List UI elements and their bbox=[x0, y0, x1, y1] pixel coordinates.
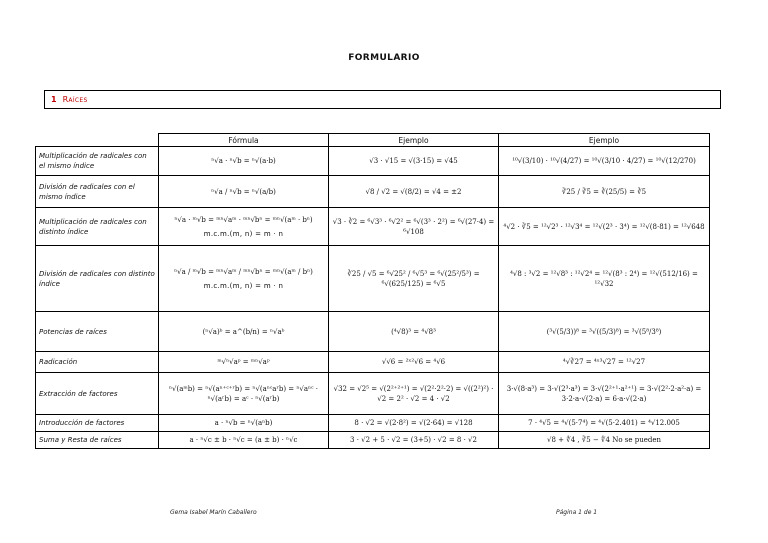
formula-cell: ⁿ√a / ⁿ√b = ⁿ√(a/b) bbox=[159, 176, 329, 208]
formula-table bbox=[35, 133, 710, 449]
header-ejemplo-2: Ejemplo bbox=[499, 134, 710, 147]
formula-cell: a · ⁿ√c ± b · ⁿ√c = (a ± b) · ⁿ√c bbox=[159, 432, 329, 449]
example-cell: ⁴√8 : ³√2 = ¹²√8³ : ¹²√2⁴ = ¹²√(8³ : 2⁴) = ¹²√(512/16) = ¹²√32 bbox=[499, 246, 710, 312]
example-cell: (⁴√8)³ = ⁴√8³ bbox=[329, 312, 499, 352]
table-row bbox=[36, 312, 710, 352]
table-row bbox=[36, 432, 710, 449]
table-row bbox=[36, 352, 710, 373]
formula-cell: ᵐ√ⁿ√aᵖ = ᵐⁿ√aᵖ bbox=[159, 352, 329, 373]
formula-cell bbox=[159, 246, 329, 312]
header-blank bbox=[36, 134, 159, 147]
example-cell: √8 / √2 = √(8/2) = √4 = ±2 bbox=[329, 176, 499, 208]
row-label: División de radicales con distinto índice bbox=[36, 246, 159, 312]
formula-text: ⁿ√a / ᵐ√b = ᵐⁿ√aᵐ / ᵐⁿ√bⁿ = ᵐⁿ√(aᵐ / bⁿ) bbox=[174, 267, 313, 276]
row-label: Suma y Resta de raíces bbox=[36, 432, 159, 449]
example-cell: (³√(5/3))⁸ = ³√((5/3)⁸) = ³√(5⁸/3⁸) bbox=[499, 312, 710, 352]
header-ejemplo-1: Ejemplo bbox=[329, 134, 499, 147]
table-row bbox=[36, 373, 710, 415]
formula-cell: ⁿ√a · ⁿ√b = ⁿ√(a·b) bbox=[159, 147, 329, 176]
table-row bbox=[36, 176, 710, 208]
formula-note: m.c.m.(m, n) = m · n bbox=[203, 229, 284, 238]
formula-note: m.c.m.(m, n) = m · n bbox=[203, 281, 284, 290]
section-header bbox=[44, 90, 721, 109]
row-label: Extracción de factores bbox=[36, 373, 159, 415]
example-cell: ∛25 / √5 = ⁶√25² / ⁶√5³ = ⁶√(25²/5³) = ⁶√(625/125) = ⁶√5 bbox=[329, 246, 499, 312]
section-number: 1 bbox=[51, 95, 57, 104]
formula-cell: ⁿ√(aᵐb) = ⁿ√(aⁿ⁺ᶜ⁺ʳb) = ⁿ√(aⁿᶜaʳb) = ⁿ√aⁿᶜ · ⁿ√(aʳb) = aᶜ · ⁿ√(aʳb) bbox=[159, 373, 329, 415]
row-label: Multiplicación de radicales con distinto índice bbox=[36, 208, 159, 246]
row-label: División de radicales con el mismo índice bbox=[36, 176, 159, 208]
example-cell: ∛25 / ∛5 = ∛(25/5) = ∛5 bbox=[499, 176, 710, 208]
example-cell: √32 = √2⁵ = √(2²⁺²⁺¹) = √(2²·2²·2) = √((2²)²) · √2 = 2² · √2 = 4 · √2 bbox=[329, 373, 499, 415]
example-cell: √3 · √15 = √(3·15) = √45 bbox=[329, 147, 499, 176]
table-header-row bbox=[36, 134, 710, 147]
formula-text: ⁿ√a · ᵐ√b = ᵐⁿ√aᵐ · ᵐⁿ√bⁿ = ᵐⁿ√(aᵐ · bⁿ) bbox=[174, 215, 313, 224]
example-cell: ⁴√2 · ∛5 = ¹²√2³ · ¹²√3⁴ = ¹²√(2³ · 3⁴) = ¹²√(8·81) = ¹²√648 bbox=[499, 208, 710, 246]
footer-author: Gema Isabel Marín Caballero bbox=[170, 509, 257, 516]
document-title: FORMULARIO bbox=[348, 53, 420, 63]
row-label: Multiplicación de radicales con el mismo índice bbox=[36, 147, 159, 176]
example-cell: 3·√(8·a³) = 3·√(2³·a³) = 3·√(2²⁺¹·a²⁺¹) = 3·√(2²·2·a²·a) = 3·2·a·√(2·a) = 6·a·√(2·a) bbox=[499, 373, 710, 415]
formula-cell bbox=[159, 208, 329, 246]
table-row bbox=[36, 246, 710, 312]
example-cell: ¹⁰√(3/10) · ¹⁰√(4/27) = ¹⁰√(3/10 · 4/27) = ¹⁰√(12/270) bbox=[499, 147, 710, 176]
formula-cell: (ⁿ√a)ᵇ = a^(b/n) = ⁿ√aᵇ bbox=[159, 312, 329, 352]
example-cell: ⁴√∛27 = ⁴ˣ³√27 = ¹²√27 bbox=[499, 352, 710, 373]
table-row bbox=[36, 208, 710, 246]
example-cell: √√6 = ²ˣ²√6 = ⁴√6 bbox=[329, 352, 499, 373]
example-cell: 7 · ⁴√5 = ⁴√(5·7⁴) = ⁴√(5·2.401) = ⁴√12.005 bbox=[499, 415, 710, 432]
formula-cell: a · ⁿ√b = ⁿ√(aⁿb) bbox=[159, 415, 329, 432]
header-formula: Fórmula bbox=[159, 134, 329, 147]
table-row bbox=[36, 147, 710, 176]
example-cell: √8 + ∜4 , ∛5 − ∜4 No se pueden bbox=[499, 432, 710, 449]
example-cell: 3 · √2 + 5 · √2 = (3+5) · √2 = 8 · √2 bbox=[329, 432, 499, 449]
example-cell: 8 · √2 = √(2·8²) = √(2·64) = √128 bbox=[329, 415, 499, 432]
section-name: Raíces bbox=[62, 95, 88, 104]
example-cell: √3 · ∛2 = ⁶√3³ · ⁶√2² = ⁶√(3³ · 2²) = ⁶√(27·4) = ⁶√108 bbox=[329, 208, 499, 246]
row-label: Radicación bbox=[36, 352, 159, 373]
row-label: Introducción de factores bbox=[36, 415, 159, 432]
row-label: Potencias de raíces bbox=[36, 312, 159, 352]
footer-page-number: Página 1 de 1 bbox=[556, 509, 598, 516]
table-row bbox=[36, 415, 710, 432]
